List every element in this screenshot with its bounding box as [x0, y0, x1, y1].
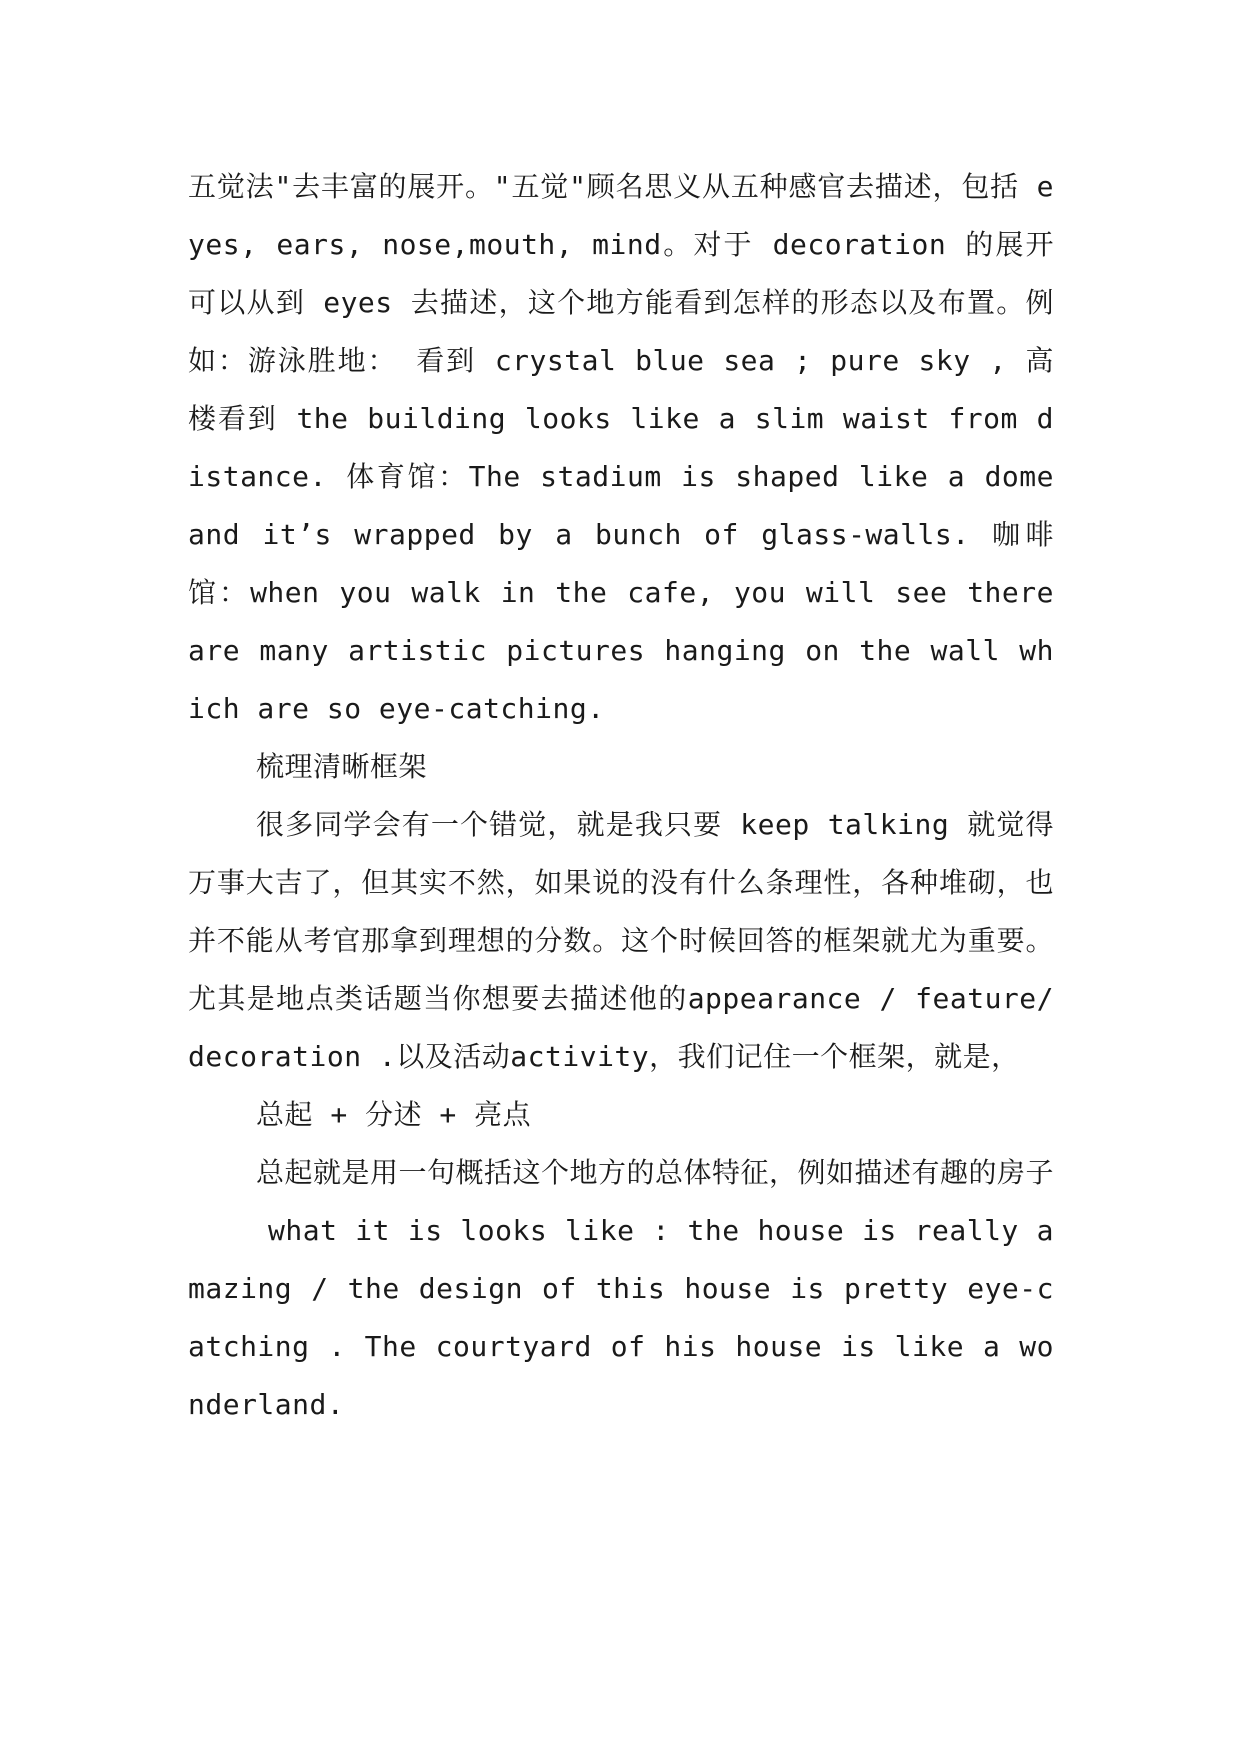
- document-page: [188, 158, 1054, 1434]
- section-heading-framework: 梳理清晰框架: [256, 750, 428, 783]
- body-paragraph-example: what it is looks like : the house is really amazing / the design of this house is pretty eye-catching . The courtyard of his house is like a wonderland.: [188, 1214, 1054, 1421]
- body-paragraph-summary: 总起就是用一句概括这个地方的总体特征，例如描述有趣的房子: [256, 1156, 1055, 1189]
- body-paragraph-framework: 很多同学会有一个错觉，就是我只要 keep talking 就觉得万事大吉了，但其实不然，如果说的没有什么条理性，各种堆砌，也并不能从考官那拿到理想的分数。这个时候回答的框架就尤为重要。尤其是地点类话题当你想要去描述他的appearance / feature/decoration .以及活动activity，我们记住一个框架，就是，: [188, 808, 1054, 1073]
- framework-formula: 总起 + 分述 + 亮点: [256, 1098, 532, 1131]
- body-paragraph-five-senses: 五觉法"去丰富的展开。"五觉"顾名思义从五种感官去描述，包括 eyes, ears, nose,mouth, mind。对于 decoration 的展开可以从到 eyes 去描述，这个地方能看到怎样的形态以及布置。例如：游泳胜地： 看到 crystal blue sea ; pure sky , 高楼看到 the building looks like a slim waist from distance. 体育馆：The stadium is shaped like a dome and it’s wrapped by a bunch of glass-walls. 咖啡馆：when you walk in the cafe, you will see there are many artistic pictures hanging on the wall which are so eye-catching.: [188, 170, 1054, 725]
